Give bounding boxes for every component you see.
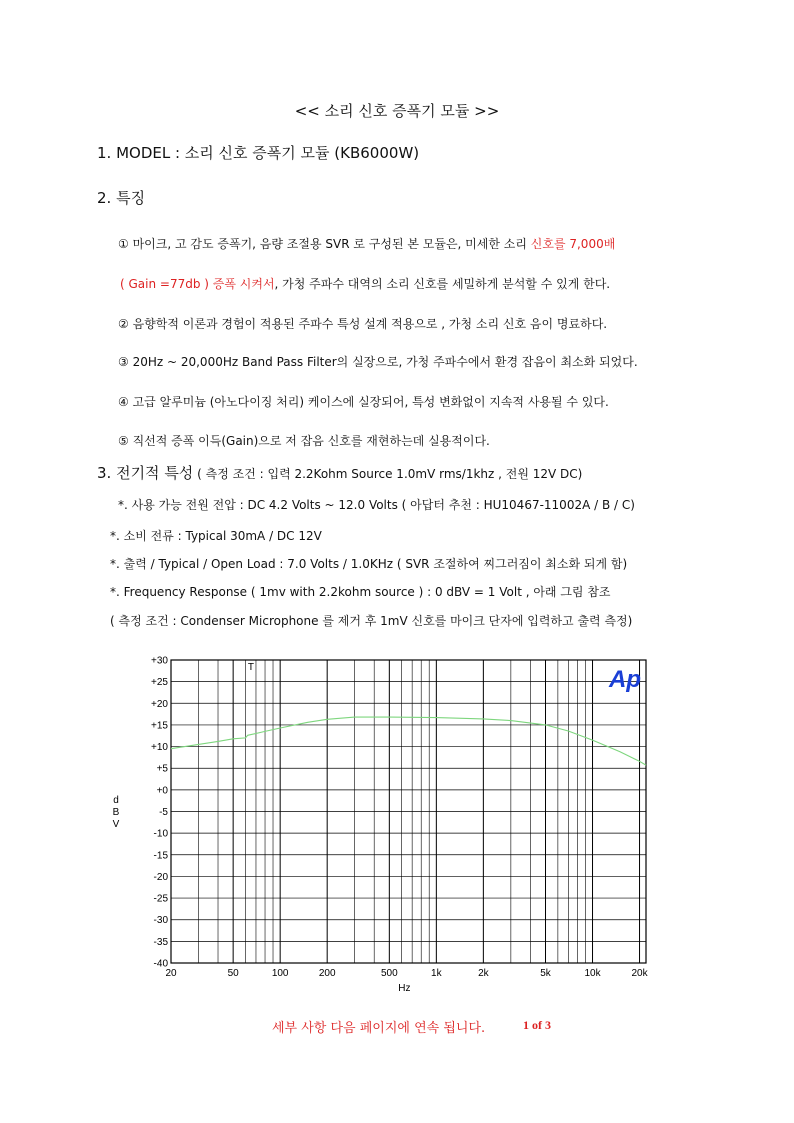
y-tick-label: +10 [151, 742, 168, 754]
chart-major-grid [171, 660, 646, 963]
frequency-response-chart [100, 650, 660, 1000]
section-model-heading: 1. MODEL : 소리 신호 증폭기 모듈 (KB6000W) [97, 144, 420, 162]
section-features-heading: 2. 특징 [97, 189, 146, 207]
y-tick-label: +15 [151, 720, 168, 732]
spec-frequency-response: *. Frequency Response ( 1mv with 2.2kohm source ) : 0 dBV = 1 Volt , 아래 그림 참조 [110, 585, 611, 599]
page-number: 1 of 3 [523, 1018, 551, 1032]
feature-1-line-1 [118, 235, 615, 252]
x-tick-label: 10k [584, 968, 601, 979]
chart-series-line [171, 717, 646, 765]
y-tick-label: +5 [156, 763, 168, 775]
x-tick-label: 50 [227, 968, 239, 979]
measurement-condition: ( 측정 조건 : 입력 2.2Kohm Source 1.0mV rms/1khz , 전원 12V DC) [193, 467, 583, 481]
y-axis-label-letter: d [113, 795, 119, 806]
y-axis-label-letter: B [112, 807, 120, 818]
feature-5: ⑤ 직선적 증폭 이득(Gain)으로 저 잡음 신호를 재현하는데 실용적이다. [118, 434, 490, 448]
x-tick-label: 5k [540, 968, 551, 979]
feature-2: ② 음향학적 이론과 경험이 적용된 주파수 특성 설계 적용으로 , 가청 소리 신호 음이 명료하다. [118, 317, 608, 331]
y-tick-label: -20 [153, 871, 168, 883]
y-tick-label: -30 [153, 915, 168, 927]
x-tick-label: 20k [631, 968, 648, 979]
chart-marker-label: T [247, 662, 254, 673]
spec-measurement-note: ( 측정 조건 : Condenser Microphone 를 제거 후 1mV 신호를 마이크 단자에 입력하고 출력 측정) [110, 614, 633, 628]
feature-1-gain-highlight: ( Gain =77db ) 증폭 시켜서 [120, 277, 275, 291]
y-tick-label: +20 [151, 698, 168, 710]
spec-supply-voltage: *. 사용 가능 전원 전압 : DC 4.2 Volts ~ 12.0 Volts ( 아답터 추천 : HU10467-11002A / B / C) [118, 498, 635, 512]
electrical-heading-text: 3. 전기적 특성 [97, 464, 194, 482]
chart-x-axis-label: Hz [398, 983, 411, 994]
y-tick-label: -25 [153, 893, 168, 905]
spec-current: *. 소비 전류 : Typical 30mA / DC 12V [110, 529, 322, 543]
y-tick-label: +0 [156, 785, 168, 797]
page-title: << 소리 신호 증폭기 모듈 >> [294, 102, 500, 120]
spec-output: *. 출력 / Typical / Open Load : 7.0 Volts / 1.0KHz ( SVR 조절하여 찌그러짐이 최소화 되게 함) [110, 557, 628, 571]
feature-3: ③ 20Hz ~ 20,000Hz Band Pass Filter의 실장으로, 가청 주파수에서 환경 잡음이 최소화 되었다. [118, 355, 638, 369]
x-tick-label: 20 [165, 968, 177, 979]
y-tick-label: +25 [151, 677, 168, 689]
feature-1-continuation: , 가청 주파수 대역의 소리 신호를 세밀하게 분석할 수 있게 한다. [274, 277, 611, 291]
feature-1-line-2 [120, 275, 610, 292]
chart-y-tick-labels [151, 656, 168, 970]
y-tick-label: -40 [153, 958, 168, 970]
y-tick-label: -10 [153, 828, 168, 840]
x-tick-label: 2k [478, 968, 489, 979]
chart-y-axis-label [113, 795, 120, 830]
x-tick-label: 1k [431, 968, 442, 979]
y-tick-label: -15 [153, 850, 168, 862]
feature-1-highlight: 신호를 7,000배 [530, 237, 616, 251]
y-tick-label: -35 [153, 936, 168, 948]
continued-notice: 세부 사항 다음 페이지에 연속 됩니다. [272, 1021, 486, 1036]
x-tick-label: 100 [271, 968, 289, 979]
feature-4: ④ 고급 알루미늄 (아노다이징 처리) 케이스에 실장되어, 특성 변화없이 지속적 사용될 수 있다. [118, 395, 609, 409]
y-axis-label-letter: V [112, 819, 120, 830]
ap-logo: Ap [609, 666, 641, 693]
chart-x-tick-labels [165, 968, 648, 979]
x-tick-label: 200 [318, 968, 336, 979]
section-electrical-heading [97, 462, 582, 483]
feature-1-text: ① 마이크, 고 감도 증폭기, 음량 조절용 SVR 로 구성된 본 모듈은, 미세한 소리 [118, 237, 531, 251]
x-tick-label: 500 [380, 968, 398, 979]
y-tick-label: +30 [151, 655, 168, 667]
y-tick-label: -5 [159, 807, 168, 818]
